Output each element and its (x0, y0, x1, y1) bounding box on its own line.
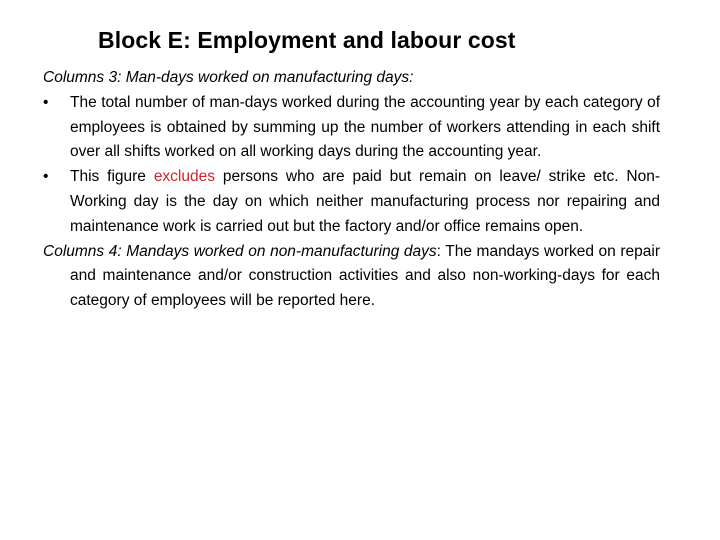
bullet-item-2 (43, 165, 660, 239)
bullet-item-1 (43, 91, 660, 165)
highlight-excludes: excludes (153, 168, 215, 186)
bullet-2-text-before: This figure (70, 168, 154, 186)
columns-4-paragraph (43, 240, 660, 314)
columns-3-heading-text: Columns 3: Man-days worked on manufacturing days: (43, 69, 414, 86)
slide-content (43, 66, 660, 314)
bullet-icon: • (43, 168, 49, 186)
bullet-icon: • (43, 93, 49, 111)
bullet-1-text: The total number of man-days worked during the accounting year by each category of employees is obtained by summing up the number of workers attending in each shift over all shifts worked on all working days during the accounting year. (70, 93, 660, 161)
columns-4-colon: : (436, 242, 441, 260)
slide-title: Block E: Employment and labour cost (98, 27, 516, 53)
bullet-2-text-after: persons who are paid but remain on leave/ strike etc. Non-Working day is the day on which neither manufacturing process nor repairing and maintenance work is carried out but the factory and/or office remains open. (70, 168, 661, 235)
columns-4-body-text: The mandays worked on repair and maintenance and/or construction activities and also non-working-days for each category of employees will be reported here. (70, 242, 660, 310)
columns-3-heading (43, 66, 660, 91)
columns-4-heading-text: Columns 4: Mandays worked on non-manufacturing days (43, 242, 437, 260)
